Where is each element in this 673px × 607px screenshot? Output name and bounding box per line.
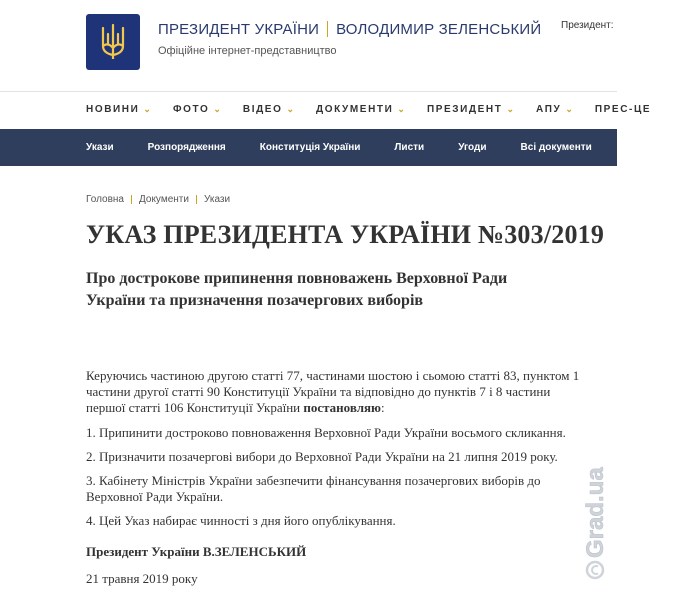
chevron-down-icon: ⌄ (213, 104, 221, 114)
president-selector-label[interactable]: Президент: (561, 20, 614, 31)
site-title[interactable] (158, 21, 541, 38)
nav-item-photo[interactable]: ФОТО ⌄ (172, 104, 221, 115)
watermark (578, 420, 612, 580)
subnav-item-agreements[interactable]: Угоди (458, 142, 487, 153)
document-item: 1. Припинити достроково повноваження Верховної Ради України восьмого скликання. (86, 425, 566, 440)
breadcrumb-home[interactable]: Головна (86, 194, 124, 205)
site-header (0, 0, 617, 92)
trident-icon[interactable] (86, 14, 140, 70)
document-signature: Президент України В.ЗЕЛЕНСЬКИЙ (86, 544, 307, 559)
document-item: 4. Цей Указ набирає чинності з дня його опублікування. (86, 513, 396, 528)
nav-item-president[interactable]: ПРЕЗИДЕНТ ⌄ (426, 104, 515, 115)
document-item: 2. Призначити позачергові вибори до Верховної Ради України на 21 липня 2019 року. (86, 449, 558, 464)
subnav-item-orders[interactable]: Розпорядження (147, 142, 226, 153)
document-date: 21 травня 2019 року (86, 571, 198, 586)
copyright-icon (587, 562, 603, 578)
chevron-down-icon: ⌄ (506, 104, 515, 114)
site-title-name: ВОЛОДИМИР ЗЕЛЕНСЬКИЙ (336, 21, 542, 38)
breadcrumb (86, 194, 230, 205)
title-divider (327, 21, 328, 37)
page-subtitle: Про дострокове припинення повноважень Верховної Ради України та призначення позачергових виборів (86, 270, 508, 309)
nav-item-apu[interactable]: АПУ ⌄ (536, 104, 573, 115)
subnav-item-constitution[interactable]: Конституція України (259, 142, 361, 153)
nav-item-news[interactable]: НОВИНИ ⌄ (86, 104, 151, 115)
breadcrumb-documents[interactable]: Документи (139, 194, 189, 205)
subnav-item-all-documents[interactable]: Всі документи (520, 142, 592, 153)
site-subtitle: Офіційне інтернет-представництво (158, 45, 337, 57)
intro-keyword: постановляю (303, 400, 381, 415)
nav-item-documents[interactable]: ДОКУМЕНТИ ⌄ (316, 104, 405, 115)
breadcrumb-decrees[interactable]: Укази (203, 194, 231, 205)
site-title-president: ПРЕЗИДЕНТ УКРАЇНИ (158, 21, 320, 38)
watermark-text: Grad.ua (582, 467, 609, 558)
page-title: УКАЗ ПРЕЗИДЕНТА УКРАЇНИ №303/2019 (86, 220, 605, 249)
subnav-item-letters[interactable]: Листи (394, 142, 425, 153)
document-item: 3. Кабінету Міністрів України забезпечити фінансування позачергових виборів до Верховної Ради України. (86, 473, 541, 504)
document-intro: Керуючись частиною другою статті 77, частинами шостою і сьомою статті 83, пунктом 1 частини другої статті 90 Конституції України та відповідно до пунктів 7 і 8 частини першої статті 106 Конституції України постановляю: (86, 368, 580, 415)
main-nav (0, 92, 652, 129)
subnav-item-decrees[interactable]: Укази (86, 142, 114, 153)
breadcrumb-separator (196, 195, 197, 204)
breadcrumb-separator (131, 195, 132, 204)
chevron-down-icon: ⌄ (143, 104, 151, 114)
documents-subnav (0, 129, 617, 166)
document-body (86, 368, 596, 529)
chevron-down-icon: ⌄ (565, 104, 573, 114)
nav-item-press-center[interactable]: ПРЕС-ЦЕ (594, 104, 652, 115)
chevron-down-icon: ⌄ (286, 104, 294, 114)
nav-item-video[interactable]: ВІДЕО ⌄ (242, 104, 294, 115)
chevron-down-icon: ⌄ (397, 104, 405, 114)
